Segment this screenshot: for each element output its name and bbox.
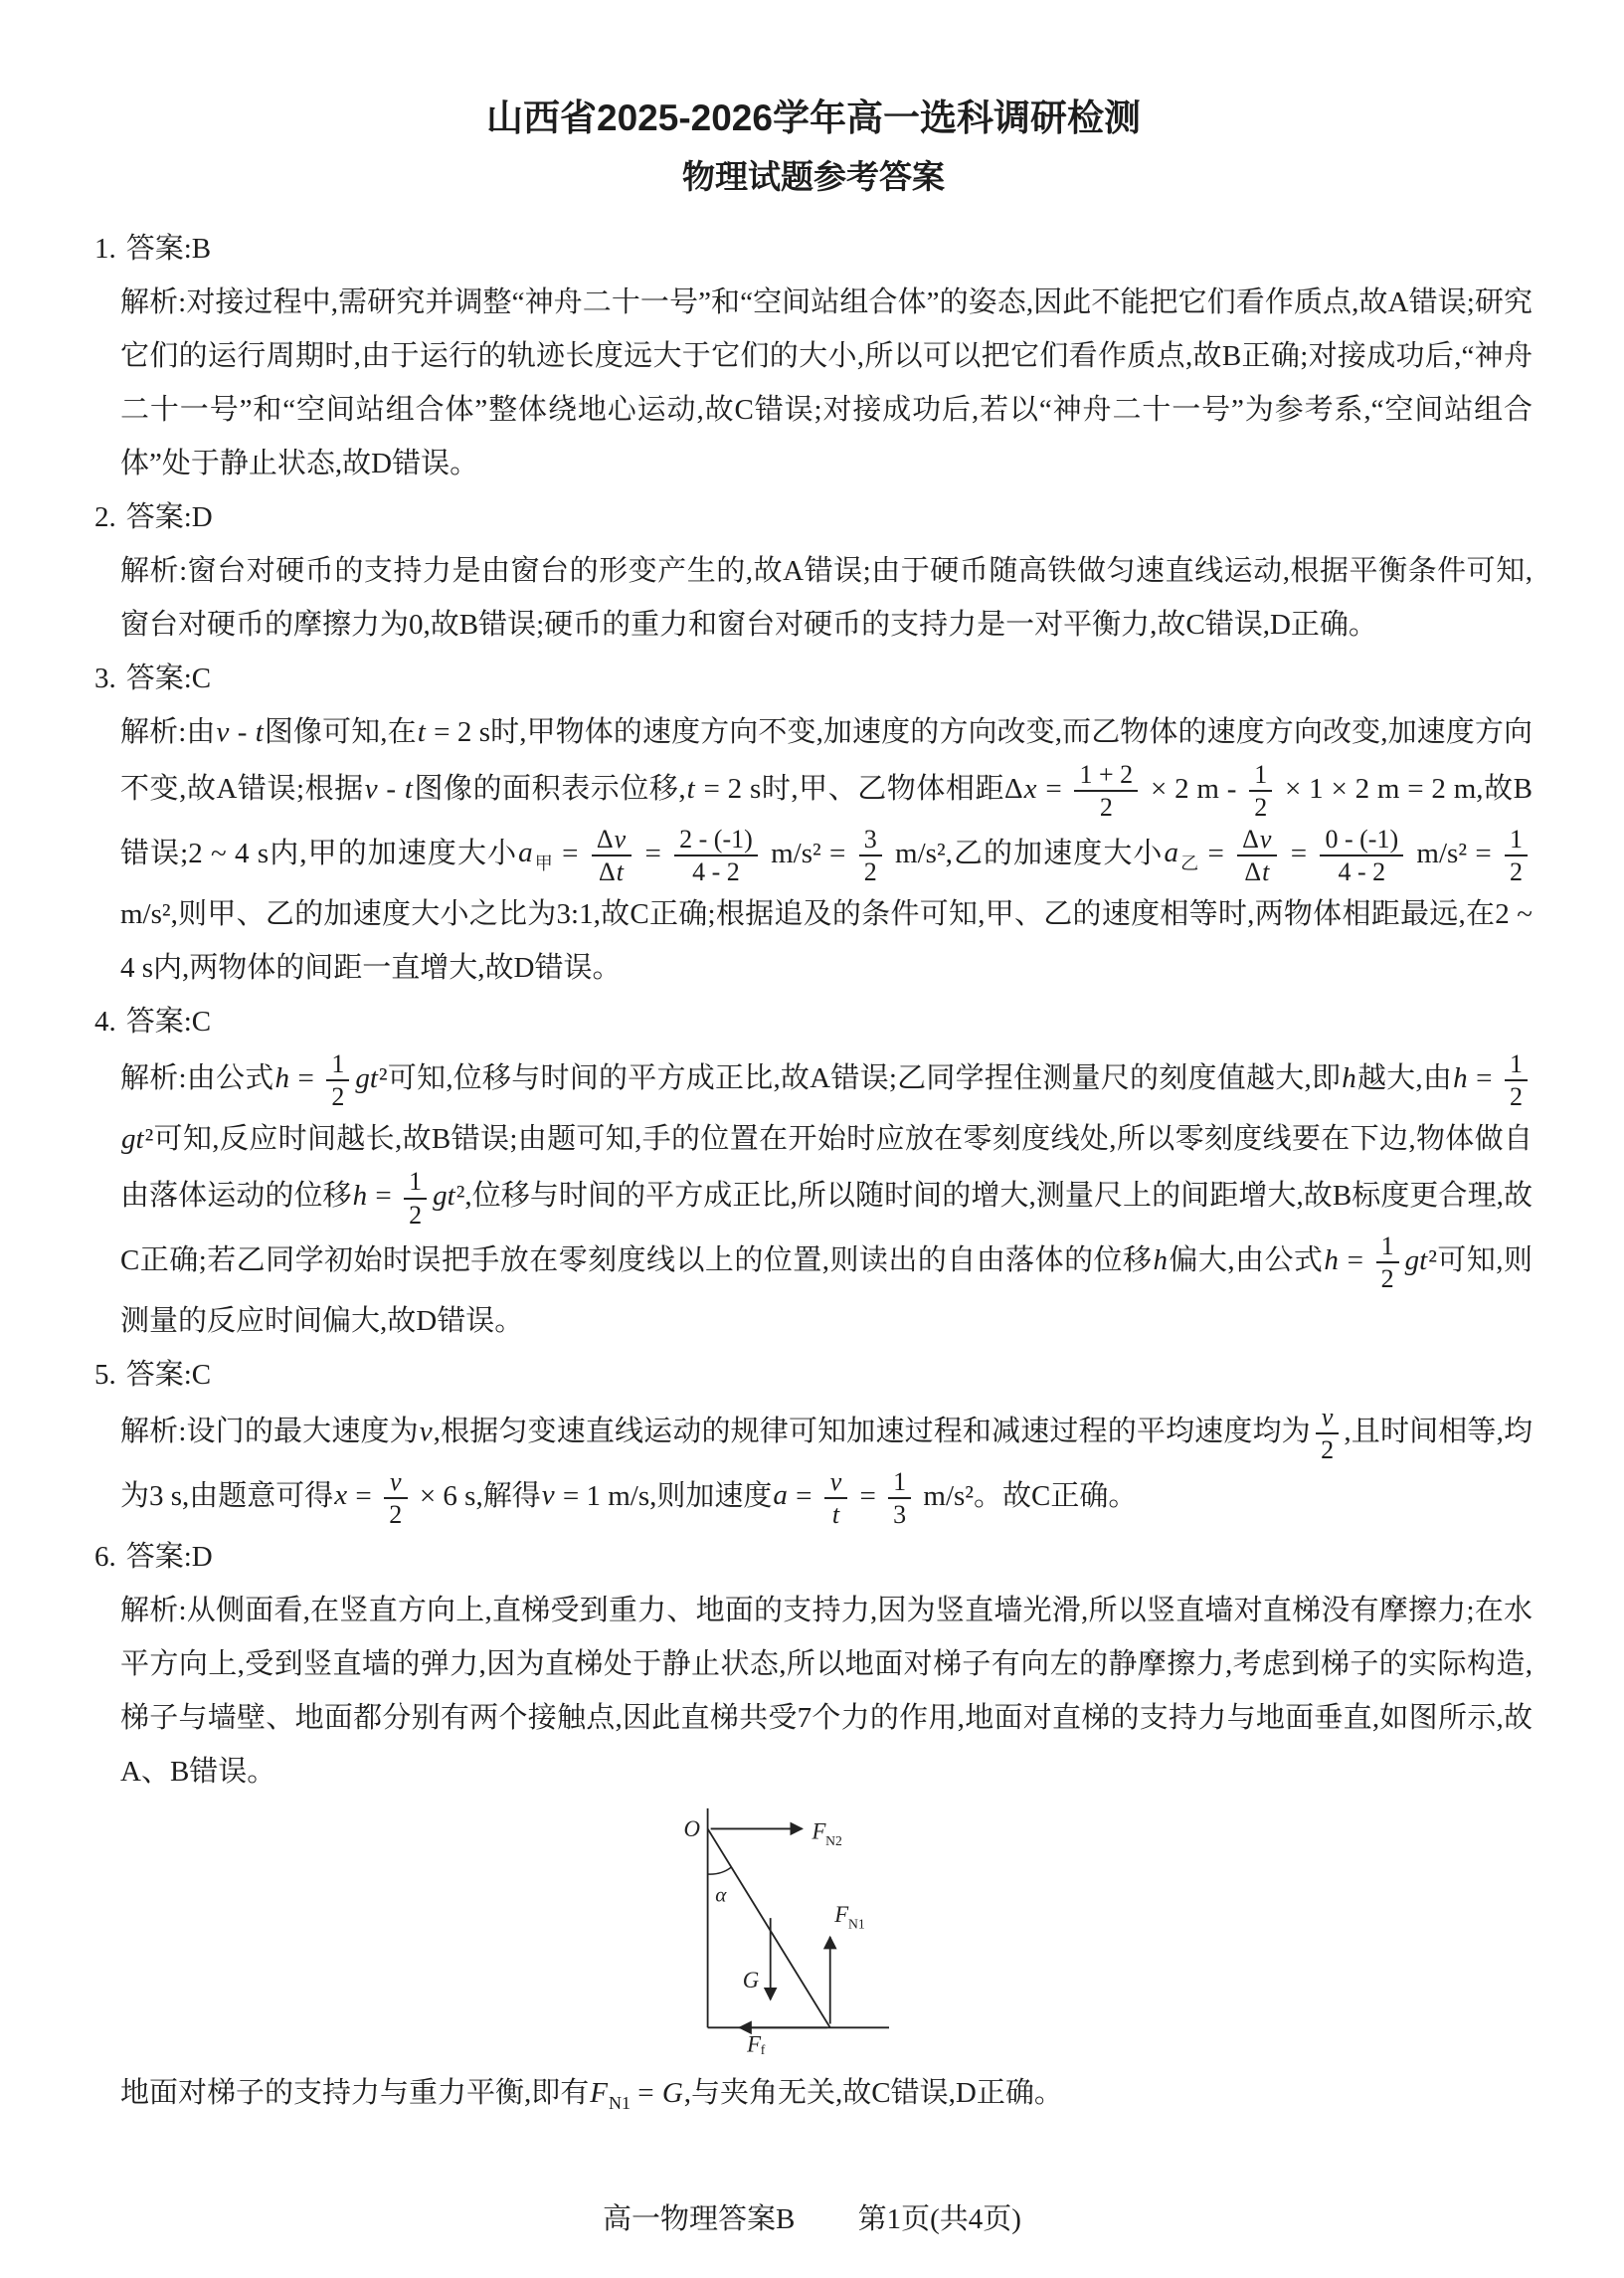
answer-label: 答案:C: [125, 1359, 212, 1392]
answer-number: 2.: [94, 501, 116, 534]
force-diagram-figure: [94, 1804, 1533, 2062]
math-variable: gt: [121, 1123, 144, 1156]
figure-label-fn2-sub: N2: [825, 1833, 842, 1849]
answer-analysis: 解析:设门的最大速度为v,根据匀变速直线运动的规律可知加速过程和减速过程的平均速度均为 $\frac{v}{2}$ ,且时间相等,均为3 s,由题意可得x = $\frac{v}{2}$ × 6 s,解得v = 1 m/s,则加速度a = $\frac{v}{t}$ = $\frac{1}{3}$ m/s²。故C正确。: [120, 1403, 1533, 1529]
answer-head: [94, 995, 1533, 1048]
math-variable: t: [255, 716, 264, 749]
answer-head: [94, 490, 1533, 544]
math-fraction: $\frac{0 - (-1)}{4 - 2}$: [1320, 824, 1403, 887]
math-fraction: $\frac{1}{2}$: [1505, 824, 1528, 887]
answer-analysis: 解析:由v - t图像可知,在t = 2 s时,甲物体的速度方向不变,加速度的方向改变,而乙物体的速度方向改变,加速度方向不变,故A错误;根据v - t图像的面积表示位移,t = 2 s时,甲、乙物体相距Δx = $\frac{1 + 2}{2}$ × 2 m - $\frac{1}{2}$ × 1 × 2 m = 2 m,故B错误;2 ~ 4 s内,甲的加速度大小$a_甲$ = $\frac{\Delta v}{\Delta t}$ = $\frac{2 - (-1)}{4 - 2}$ m/s² = $\frac{3}{2}$ m/s²,乙的加速度大小$a_乙$ = $\frac{\Delta v}{\Delta t}$ = $\frac{0 - (-1)}{4 - 2}$ m/s² = $\frac{1}{2}$ m/s²,则甲、乙的加速度大小之比为3:1,故C正确;根据追及的条件可知,甲、乙的速度相等时,两物体相距最远,在2 ~ 4 s内,两物体的间距一直增大,故D错误。: [120, 716, 1533, 984]
math-fraction: $\frac{1}{2}$: [404, 1166, 427, 1230]
answer-analysis: 解析:对接过程中,需研究并调整“神舟二十一号”和“空间站组合体”的姿态,因此不能把它们看作质点,故A错误;研究它们的运行周期时,由于运行的轨迹长度远大于它们的大小,所以可以把它们看作质点,故B正确;对接成功后,“神舟二十一号”和“空间站组合体”整体绕地心运动,故C错误;对接成功后,若以“神舟二十一号”为参考系,“空间站组合体”处于静止状态,故D错误。: [120, 286, 1533, 480]
answer-item: [94, 222, 1533, 490]
math-variable: v: [390, 1466, 402, 1496]
answer-item: [94, 490, 1533, 652]
answer-number: 3.: [94, 663, 116, 695]
answer-label: 答案:D: [125, 501, 213, 534]
math-fraction: $\frac{v}{2}$: [384, 1466, 408, 1530]
figure-label-alpha: α: [715, 1882, 727, 1907]
math-subscript: N1: [608, 2092, 631, 2113]
math-variable: h: [352, 1180, 368, 1213]
math-variable: gt: [433, 1180, 455, 1213]
math-fraction: $\frac{1}{2}$: [326, 1048, 349, 1112]
page-subtitle: 物理试题参考答案: [682, 158, 945, 196]
figure-label-g: G: [742, 1967, 760, 1993]
math-variable: h: [1324, 1243, 1339, 1276]
math-variable: F: [590, 2076, 608, 2109]
math-variable: t: [686, 773, 695, 806]
answer-analysis: 解析:从侧面看,在竖直方向上,直梯受到重力、地面的支持力,因为竖直墙光滑,所以竖直墙对直梯没有摩擦力;在水平方向上,受到竖直墙的弹力,因为直梯处于静止状态,所以地面对梯子有向左的静摩擦力,考虑到梯子的实际构造,梯子与墙壁、地面都分别有两个接触点,因此直梯共受7个力的作用,地面对直梯的支持力与地面垂直,如图所示,故A、B错误。: [120, 1594, 1533, 1788]
math-variable: a: [518, 837, 533, 869]
math-variable: t: [1262, 856, 1270, 886]
answer-head: [94, 652, 1533, 705]
math-variable: v: [1259, 824, 1272, 854]
figure-label-origin: O: [683, 1815, 700, 1841]
math-fraction: $\frac{\Delta v}{\Delta t}$: [592, 824, 632, 887]
answer-item: [94, 652, 1533, 995]
math-variable: v: [216, 716, 230, 749]
math-variable: t: [404, 773, 413, 806]
math-variable: x: [1023, 773, 1037, 806]
math-fraction: $\frac{3}{2}$: [859, 824, 882, 887]
figure-label-ff-sub: f: [760, 2041, 766, 2054]
answer-label: 答案:B: [125, 233, 212, 266]
math-fraction: $\frac{v}{2}$: [1316, 1402, 1340, 1465]
answer-head: [94, 222, 1533, 276]
angle-arc: [708, 1867, 732, 1874]
math-variable: v: [829, 1466, 842, 1496]
page-title: 山西省2025-2026学年高一选科调研检测: [486, 97, 1141, 138]
math-variable: gt: [1404, 1243, 1428, 1276]
math-fraction: $\frac{2 - (-1)}{4 - 2}$: [674, 824, 758, 887]
answer-number: 1.: [94, 233, 116, 266]
math-variable: v: [364, 773, 378, 806]
page-footer: [0, 2196, 1624, 2237]
math-variable: a: [773, 1479, 788, 1512]
math-fraction: $\frac{1}{2}$: [1505, 1048, 1528, 1112]
math-variable: t: [831, 1499, 840, 1529]
math-variable: v: [614, 824, 627, 854]
answer-number: 6.: [94, 1540, 116, 1573]
math-variable: G: [661, 2076, 683, 2109]
footer-doc-label: 高一物理答案B: [603, 2203, 796, 2235]
answer-number: 4.: [94, 1006, 116, 1038]
math-variable: h: [1153, 1243, 1168, 1276]
math-variable: a: [1164, 837, 1178, 869]
math-variable: gt: [355, 1061, 378, 1094]
figure-label-fn2: F: [812, 1818, 826, 1844]
answer-analysis: 解析:窗台对硬币的支持力是由窗台的形变产生的,故A错误;由于硬币随高铁做匀速直线运动,根据平衡条件可知,窗台对硬币的摩擦力为0,故B错误;硬币的重力和窗台对硬币的支持力是一对平衡力,故C错误,D正确。: [120, 555, 1533, 642]
answer-item: [94, 1348, 1533, 1530]
math-fraction: $\frac{1}{2}$: [1249, 759, 1272, 823]
figure-label-ff: F: [747, 2031, 762, 2054]
answer-analysis: 解析:由公式h = $\frac{1}{2}$ gt²可知,位移与时间的平方成正比,故A错误;乙同学捏住测量尺的刻度值越大,即h越大,由h = $\frac{1}{2}$ gt²可知,反应时间越长,故B错误;由题可知,手的位置在开始时应放在零刻度线处,所以零刻度线要在下边,物体做自由落体运动的位移h = $\frac{1}{2}$ gt²,位移与时间的平方成正比,所以随时间的增大,测量尺上的间距增大,故B标度更合理,故C正确;若乙同学初始时误把手放在零刻度线以上的位置,则读出的自由落体的位移h偏大,由公式h = $\frac{1}{2}$ gt²可知,则测量的反应时间偏大,故D错误。: [120, 1049, 1533, 1338]
math-variable: t: [616, 856, 624, 886]
math-variable: v: [419, 1415, 433, 1447]
answer-number: 5.: [94, 1359, 116, 1392]
math-fraction: $\frac{1}{3}$: [888, 1466, 911, 1530]
math-fraction: [824, 1466, 848, 1530]
footer-page-label: 第1页(共4页): [857, 2203, 1021, 2235]
math-fraction: $\frac{\Delta v}{\Delta t}$: [1237, 824, 1277, 887]
math-subscript: 甲: [533, 853, 554, 873]
figure-label-fn1: F: [834, 1901, 849, 1927]
math-variable: h: [1453, 1061, 1468, 1094]
answers-list: [94, 222, 1533, 2120]
answer-item: [94, 995, 1533, 1348]
math-subscript: 乙: [1179, 853, 1200, 873]
math-variable: v: [1321, 1403, 1334, 1432]
math-variable: h: [274, 1061, 289, 1094]
answer-analysis: 地面对梯子的支持力与重力平衡,即有$F_{N1} = G$,与夹角无关,故C错误,D正确。: [120, 2076, 1063, 2113]
math-fraction: $\frac{1}{2}$: [1376, 1231, 1399, 1294]
answer-label: 答案:C: [125, 1006, 212, 1038]
figure-label-fn1-sub: N1: [847, 1916, 865, 1932]
answer-item: [94, 1530, 1533, 2120]
answer-label: 答案:C: [125, 663, 212, 695]
math-fraction: $\frac{1 + 2}{2}$: [1074, 759, 1138, 823]
answer-head: [94, 1348, 1533, 1402]
answer-label: 答案:D: [125, 1540, 213, 1573]
math-variable: t: [417, 716, 426, 749]
math-variable: x: [334, 1479, 348, 1512]
force-diagram-svg: [625, 1804, 1002, 2054]
math-variable: v: [541, 1479, 555, 1512]
answer-head: [94, 1530, 1533, 1584]
ladder-line: [708, 1828, 830, 2027]
math-variable: h: [1342, 1061, 1356, 1094]
